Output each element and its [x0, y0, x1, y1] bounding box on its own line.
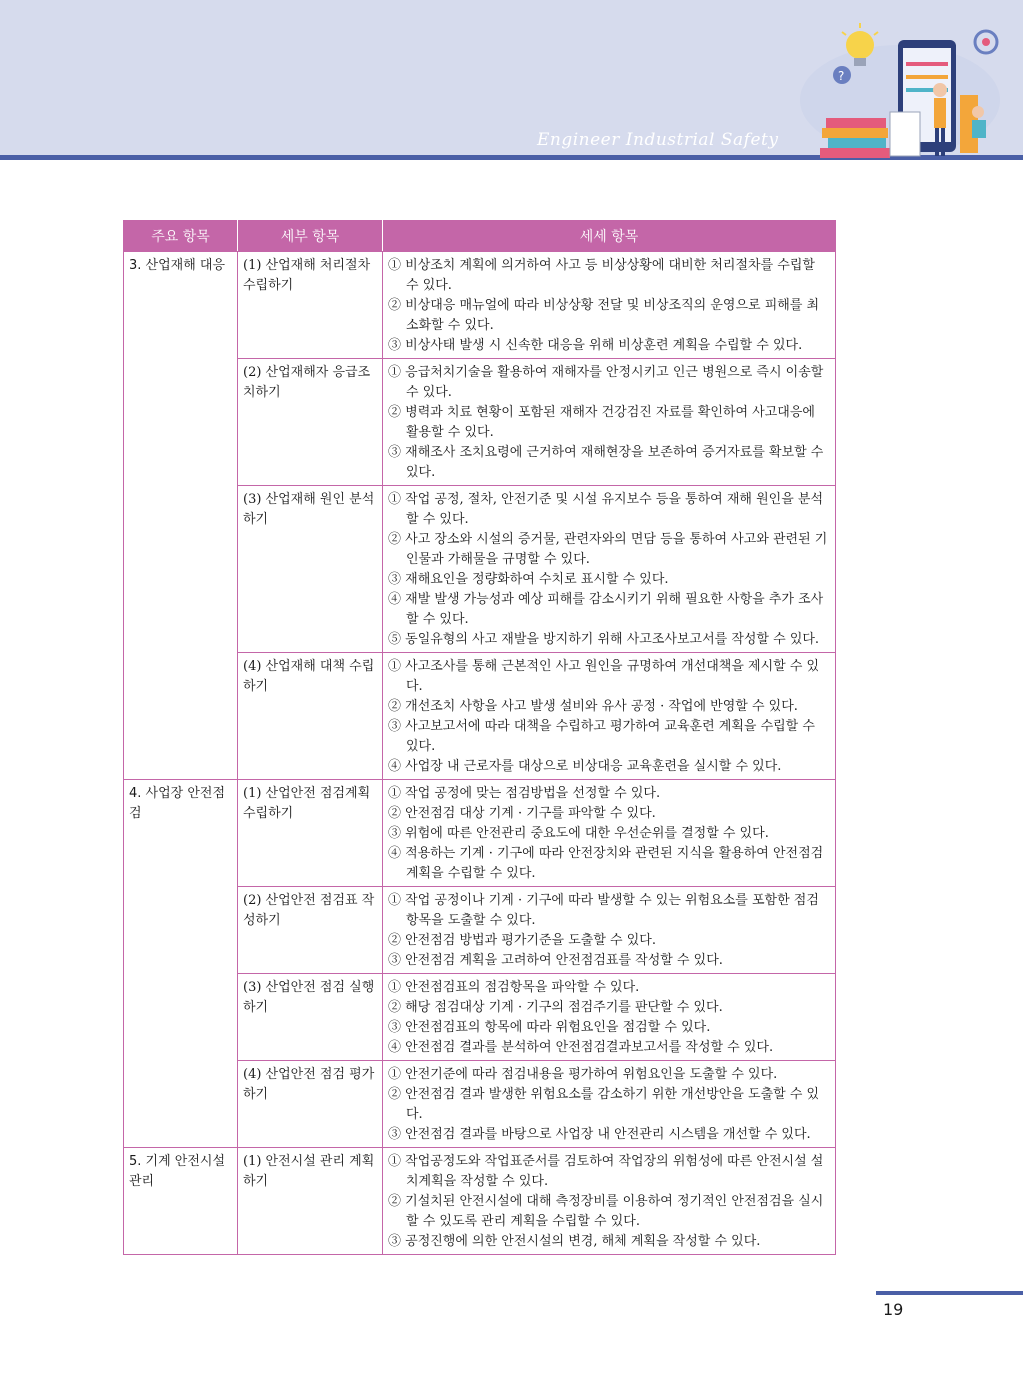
detail-cell: [383, 887, 836, 974]
header-detail: 세세 항목: [383, 221, 836, 252]
detail-item: ① 작업 공정이나 기계 · 기구에 따라 발생할 수 있는 위험요소를 포함한 점검항목을 도출할 수 있다.: [388, 893, 819, 928]
detail-cell: [383, 780, 836, 887]
detail-item: ④ 사업장 내 근로자를 대상으로 비상대응 교육훈련을 실시할 수 있다.: [388, 759, 782, 774]
detail-item: ② 개선조치 사항을 사고 발생 설비와 유사 공정 · 작업에 반영할 수 있다.: [388, 699, 798, 714]
detail-item: ② 기설치된 안전시설에 대해 측정장비를 이용하여 정기적인 안전점검을 실시할 수 있도록 관리 계획을 수립할 수 있다.: [388, 1194, 824, 1229]
detail-item: ① 안전점검표의 점검항목을 파악할 수 있다.: [388, 980, 640, 995]
detail-item: ③ 사고보고서에 따라 대책을 수립하고 평가하여 교육훈련 계획을 수립할 수 있다.: [388, 719, 815, 754]
sub-item: (3) 산업재해 원인 분석하기: [238, 486, 383, 653]
detail-item: ① 작업 공정에 맞는 점검방법을 선정할 수 있다.: [388, 786, 661, 801]
detail-item: ③ 재해조사 조치요령에 근거하여 재해현장을 보존하여 증거자료를 확보할 수 있다.: [388, 445, 824, 480]
detail-item: ③ 비상사태 발생 시 신속한 대응을 위해 비상훈련 계획을 수립할 수 있다.: [388, 338, 803, 353]
detail-item: ① 사고조사를 통해 근본적인 사고 원인을 규명하여 개선대책을 제시할 수 있다.: [388, 659, 820, 694]
detail-item: ② 안전점검 대상 기계 · 기구를 파악할 수 있다.: [388, 806, 656, 821]
detail-item: ③ 안전점검 계획을 고려하여 안전점검표를 작성할 수 있다.: [388, 953, 723, 968]
detail-item: ④ 적용하는 기계 · 기구에 따라 안전장치와 관련된 지식을 활용하여 안전점검 계획을 수립할 수 있다.: [388, 846, 824, 881]
detail-cell: [383, 486, 836, 653]
sub-item: (2) 산업재해자 응급조치하기: [238, 359, 383, 486]
detail-item: ③ 위험에 따른 안전관리 중요도에 대한 우선순위를 결정할 수 있다.: [388, 826, 769, 841]
detail-item: ② 해당 점검대상 기계 · 기구의 점검주기를 판단할 수 있다.: [388, 1000, 723, 1015]
detail-item: ① 작업공정도와 작업표준서를 검토하여 작업장의 위험성에 따른 안전시설 설치계획을 작성할 수 있다.: [388, 1154, 824, 1189]
sub-item: (4) 산업재해 대책 수립하기: [238, 653, 383, 780]
study-illustration-icon: [790, 20, 1015, 160]
table-row: [124, 780, 836, 887]
exam-criteria-table: [123, 220, 836, 1255]
major-item: 3. 산업재해 대응: [124, 252, 238, 780]
sub-item: (3) 산업안전 점검 실행하기: [238, 974, 383, 1061]
detail-item: ② 안전점검 방법과 평가기준을 도출할 수 있다.: [388, 933, 656, 948]
header-title: Engineer Industrial Safety: [537, 130, 779, 150]
detail-item: ① 안전기준에 따라 점검내용을 평가하여 위험요인을 도출할 수 있다.: [388, 1067, 778, 1082]
svg-text:?: ?: [838, 69, 845, 83]
sub-item: (4) 산업안전 점검 평가하기: [238, 1061, 383, 1148]
detail-item: ② 비상대응 매뉴얼에 따라 비상상황 전달 및 비상조직의 운영으로 피해를 최소화할 수 있다.: [388, 298, 820, 333]
detail-item: ④ 재발 발생 가능성과 예상 피해를 감소시키기 위해 필요한 사항을 추가 조사할 수 있다.: [388, 592, 824, 627]
header-major: 주요 항목: [124, 221, 238, 252]
detail-item: ⑤ 동일유형의 사고 재발을 방지하기 위해 사고조사보고서를 작성할 수 있다.: [388, 632, 820, 647]
detail-cell: [383, 974, 836, 1061]
sub-item: (1) 안전시설 관리 계획하기: [238, 1148, 383, 1255]
detail-cell: [383, 252, 836, 359]
detail-cell: [383, 1148, 836, 1255]
detail-item: ② 안전점검 결과 발생한 위험요소를 감소하기 위한 개선방안을 도출할 수 있다.: [388, 1087, 820, 1122]
detail-cell: [383, 653, 836, 780]
detail-item: ③ 안전점검 결과를 바탕으로 사업장 내 안전관리 시스템을 개선할 수 있다.: [388, 1127, 811, 1142]
table-row: [124, 1148, 836, 1255]
major-item: 5. 기계 안전시설 관리: [124, 1148, 238, 1255]
sub-item: (2) 산업안전 점검표 작성하기: [238, 887, 383, 974]
footer-rule: [876, 1291, 1023, 1295]
sub-item: (1) 산업안전 점검계획 수립하기: [238, 780, 383, 887]
detail-item: ③ 공정진행에 의한 안전시설의 변경, 해체 계획을 작성할 수 있다.: [388, 1234, 761, 1249]
detail-cell: [383, 359, 836, 486]
page-number: 19: [883, 1300, 904, 1319]
detail-item: ④ 안전점검 결과를 분석하여 안전점검결과보고서를 작성할 수 있다.: [388, 1040, 774, 1055]
detail-item: ② 사고 장소와 시설의 증거물, 관련자와의 면담 등을 통하여 사고와 관련된 기인물과 가해물을 규명할 수 있다.: [388, 532, 828, 567]
detail-item: ① 비상조치 계획에 의거하여 사고 등 비상상황에 대비한 처리절차를 수립할 수 있다.: [388, 258, 815, 293]
detail-cell: [383, 1061, 836, 1148]
detail-item: ② 병력과 치료 현황이 포함된 재해자 건강검진 자료를 확인하여 사고대응에 활용할 수 있다.: [388, 405, 815, 440]
detail-item: ③ 재해요인을 정량화하여 수치로 표시할 수 있다.: [388, 572, 669, 587]
table-header-row: [124, 221, 836, 252]
sub-item: (1) 산업재해 처리절차 수립하기: [238, 252, 383, 359]
table-row: [124, 252, 836, 359]
detail-item: ① 응급처치기술을 활용하여 재해자를 안정시키고 인근 병원으로 즉시 이송할 수 있다.: [388, 365, 824, 400]
detail-item: ① 작업 공정, 절차, 안전기준 및 시설 유지보수 등을 통하여 재해 원인을 분석할 수 있다.: [388, 492, 824, 527]
detail-item: ③ 안전점검표의 항목에 따라 위험요인을 점검할 수 있다.: [388, 1020, 711, 1035]
header-sub: 세부 항목: [238, 221, 383, 252]
major-item: 4. 사업장 안전점검: [124, 780, 238, 1148]
